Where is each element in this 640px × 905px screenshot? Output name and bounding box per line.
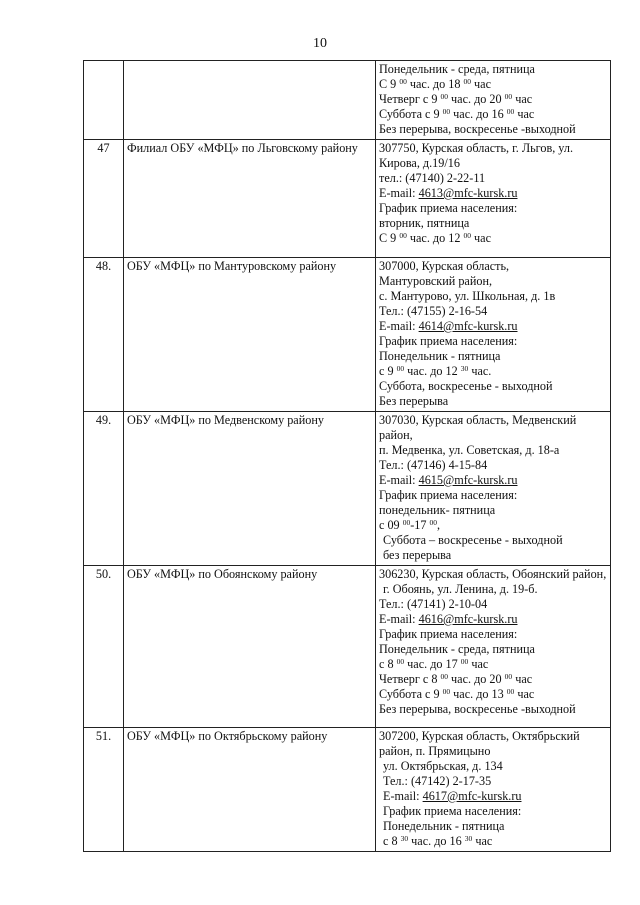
text-fragment: час [472, 834, 493, 848]
time-superscript: 00 [399, 77, 407, 86]
text-fragment: с 9 [379, 364, 397, 378]
contact-line: 307000, Курская область, [379, 259, 510, 273]
page-number: 10 [313, 36, 327, 51]
contact-line: 306230, Курская область, Обоянский район, [379, 567, 607, 581]
time-superscript: 00 [442, 107, 451, 116]
contact-line: Понедельник - среда, пятница [379, 642, 535, 656]
table-row [84, 412, 611, 566]
contact-line [379, 657, 607, 672]
time-superscript: 00 [399, 231, 407, 240]
text-fragment: час [468, 657, 489, 671]
contact-line: Без перерыва, воскресенье -выходной [379, 702, 576, 716]
text-fragment: Суббота с 9 [379, 107, 443, 121]
time-superscript: 00 [506, 107, 515, 116]
text-fragment: , [437, 518, 441, 532]
time-superscript: 00 [504, 672, 513, 681]
contact-line [379, 364, 607, 379]
text-fragment: час. до 20 [448, 92, 505, 106]
time-superscript: 00 [460, 657, 469, 666]
contact-line [379, 789, 607, 804]
text-fragment: С 9 [379, 231, 400, 245]
time-superscript: 30 [464, 834, 473, 843]
contact-line [379, 687, 607, 702]
contact-line [379, 473, 607, 488]
text-fragment: с 8 [379, 657, 397, 671]
contact-line: п. Медвенка, ул. Советская, д. 18-а [379, 443, 560, 457]
time-superscript: 00 [402, 518, 411, 527]
contact-line [379, 186, 607, 201]
office-contact-cell [376, 566, 611, 728]
email-link[interactable]: 4616@mfc-kursk.ru [418, 612, 518, 626]
text-fragment: E-mail: [379, 186, 419, 200]
text-fragment: час. до 16 [408, 834, 465, 848]
contact-line: График приема населения: [379, 334, 518, 348]
contact-line: вторник, пятница [379, 216, 470, 230]
time-superscript: 00 [504, 92, 513, 101]
contact-line: Без перерыва, воскресенье -выходной [379, 122, 576, 136]
table-row [84, 140, 611, 258]
contact-line: 307750, Курская область, г. Льгов, ул. Кирова, д.19/16 [379, 141, 573, 170]
contact-line [379, 92, 607, 107]
time-superscript: 00 [440, 672, 448, 681]
row-number-cell [84, 61, 124, 140]
text-fragment: E-mail: [379, 319, 419, 333]
office-name-cell: ОБУ «МФЦ» по Обоянскому району [124, 566, 376, 728]
office-name-cell: ОБУ «МФЦ» по Мантуровскому району [124, 258, 376, 412]
text-fragment: час. до 13 [450, 687, 507, 701]
time-superscript: 00 [442, 687, 451, 696]
text-fragment: час [512, 672, 533, 686]
office-name-cell: Филиал ОБУ «МФЦ» по Льговскому району [124, 140, 376, 258]
contact-line: 307200, Курская область, Октябрьский район, п. Прямицыно [379, 729, 580, 758]
contact-line: Суббота – воскресенье - выходной [383, 533, 563, 547]
contact-line: ул. Октябрьская, д. 134 [383, 759, 503, 773]
contact-line: Тел.: (47142) 2-17-35 [383, 774, 492, 788]
contact-line [379, 518, 607, 533]
contact-line [379, 319, 607, 334]
text-fragment: час. [468, 364, 492, 378]
contact-line: понедельник- пятница [379, 503, 496, 517]
time-superscript: 00 [440, 92, 448, 101]
text-fragment: час [471, 231, 491, 245]
row-number-cell: 51. [84, 728, 124, 852]
text-fragment: час. до 18 [406, 77, 464, 91]
text-fragment: час. до 16 [450, 107, 507, 121]
contact-line: Мантуровский район, [379, 274, 493, 288]
time-superscript: 00 [429, 518, 437, 527]
text-fragment: С 9 [379, 77, 400, 91]
contact-line: тел.: (47140) 2-22-11 [379, 171, 486, 185]
text-fragment: час. до 12 [404, 364, 461, 378]
table-row [84, 728, 611, 852]
text-fragment: E-mail: [383, 789, 423, 803]
row-number-cell: 49. [84, 412, 124, 566]
contact-line: Суббота, воскресенье - выходной [379, 379, 553, 393]
time-superscript: 00 [396, 364, 405, 373]
contact-line: График приема населения: [379, 488, 518, 502]
time-superscript: 30 [400, 834, 409, 843]
row-number-cell: 48. [84, 258, 124, 412]
table-row [84, 566, 611, 728]
office-contact-cell [376, 728, 611, 852]
contact-line: г. Обоянь, ул. Ленина, д. 19-б. [383, 582, 538, 596]
text-fragment: час [514, 107, 535, 121]
office-contact-cell [376, 258, 611, 412]
contact-line: Понедельник - среда, пятница [379, 62, 535, 76]
office-name-cell [124, 61, 376, 140]
row-number-cell: 47 [84, 140, 124, 258]
contact-line: 307030, Курская область, Медвенский район, [379, 413, 577, 442]
contact-line: График приема населения: [379, 627, 518, 641]
text-fragment: E-mail: [379, 473, 419, 487]
text-fragment: с 09 [379, 518, 403, 532]
contact-line: с. Мантурово, ул. Школьная, д. 1в [379, 289, 556, 303]
contact-line: Без перерыва [379, 394, 449, 408]
contact-line [379, 612, 607, 627]
table-body [84, 61, 611, 852]
contact-line: Понедельник - пятница [379, 349, 501, 363]
table-row [84, 61, 611, 140]
contact-line: Тел.: (47146) 4-15-84 [379, 458, 488, 472]
table-row [84, 258, 611, 412]
contact-line [379, 672, 607, 687]
time-superscript: 00 [463, 231, 471, 240]
text-fragment: час. до 20 [448, 672, 505, 686]
text-fragment: E-mail: [379, 612, 419, 626]
time-superscript: 00 [463, 77, 471, 86]
email-link[interactable]: 4615@mfc-kursk.ru [418, 473, 518, 487]
contact-line [379, 834, 607, 849]
contact-line: Тел.: (47141) 2-10-04 [379, 597, 488, 611]
mfc-offices-table [83, 60, 611, 852]
email-link[interactable]: 4613@mfc-kursk.ru [418, 186, 518, 200]
contact-line: без перерыва [383, 548, 452, 562]
time-superscript: 00 [506, 687, 515, 696]
text-fragment: час [512, 92, 533, 106]
text-fragment: Четверг с 9 [379, 92, 441, 106]
contact-line: Тел.: (47155) 2-16-54 [379, 304, 488, 318]
text-fragment: с 8 [383, 834, 401, 848]
text-fragment: Суббота с 9 [379, 687, 443, 701]
row-number-cell: 50. [84, 566, 124, 728]
text-fragment: Четверг с 8 [379, 672, 441, 686]
email-link[interactable]: 4617@mfc-kursk.ru [422, 789, 522, 803]
office-name-cell: ОБУ «МФЦ» по Медвенскому району [124, 412, 376, 566]
office-name-cell: ОБУ «МФЦ» по Октябрьскому району [124, 728, 376, 852]
text-fragment: час. до 17 [404, 657, 461, 671]
office-contact-cell [376, 412, 611, 566]
text-fragment: -17 [410, 518, 430, 532]
text-fragment: час [514, 687, 535, 701]
contact-line [379, 231, 607, 246]
contact-line [379, 77, 607, 92]
time-superscript: 30 [460, 364, 469, 373]
text-fragment: час. до 12 [406, 231, 464, 245]
office-contact-cell [376, 140, 611, 258]
email-link[interactable]: 4614@mfc-kursk.ru [418, 319, 518, 333]
contact-line: Понедельник - пятница [383, 819, 505, 833]
text-fragment: час [471, 77, 491, 91]
office-contact-cell [376, 61, 611, 140]
contact-line: График приема населения: [379, 201, 518, 215]
contact-line [379, 107, 607, 122]
contact-line: График приема населения: [383, 804, 522, 818]
time-superscript: 00 [396, 657, 405, 666]
